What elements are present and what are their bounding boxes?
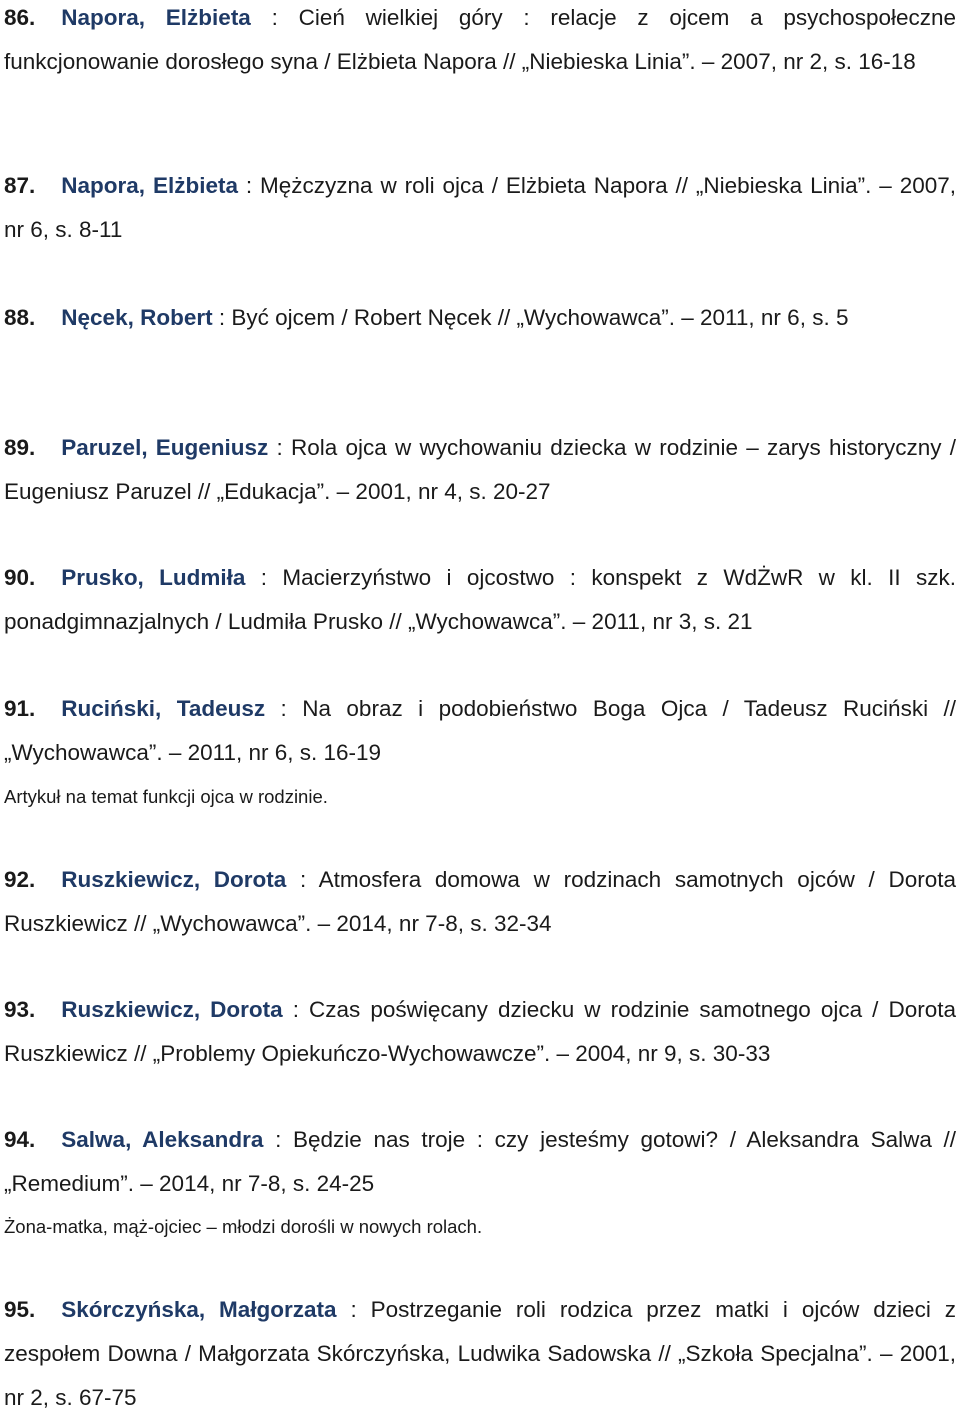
entry-number: 87.	[4, 173, 36, 198]
entry-89	[4, 426, 956, 514]
entry-88	[4, 296, 956, 340]
entry-text: : Rola ojca w wychowaniu dziecka w rodzinie – zarys historyczny / Eugeniusz Paruzel // „Edukacja”. – 2001, nr 4, s. 20-27	[4, 435, 956, 504]
entry-note: Artykuł na temat funkcji ojca w rodzinie.	[4, 786, 328, 807]
entry-text: : Być ojcem / Robert Nęcek // „Wychowawca”. – 2011, nr 6, s. 5	[212, 305, 849, 330]
entry-text: : Czas poświęcany dziecku w rodzinie samotnego ojca / Dorota Ruszkiewicz // „Problemy Opiekuńczo-Wychowawcze”. – 2004, nr 9, s. 30-33	[4, 997, 956, 1066]
entry-text: : Będzie nas troje : czy jesteśmy gotowi? / Aleksandra Salwa // „Remedium”. – 2014, nr 7-8, s. 24-25	[4, 1127, 957, 1196]
entry-author: Ruszkiewicz, Dorota	[61, 867, 287, 892]
entry-number: 94.	[4, 1127, 36, 1152]
entry-author: Ruszkiewicz, Dorota	[61, 997, 283, 1022]
entry-author: Skórczyńska, Małgorzata	[61, 1297, 337, 1322]
entry-text: : Postrzeganie roli rodzica przez matki i ojców dzieci z zespołem Downa / Małgorzata Skórczyńska, Ludwika Sadowska // „Szkoła Specjalna”. – 2001, nr 2, s. 67-75	[4, 1297, 956, 1410]
entry-text: : Cień wielkiej góry : relacje z ojcem a psychospołeczne funkcjonowanie dorosłego syna / Elżbieta Napora // „Niebieska Linia”. – 2007, nr 2, s. 16-18	[4, 5, 957, 74]
entry-author: Ruciński, Tadeusz	[61, 696, 266, 721]
entry-91	[4, 687, 956, 775]
entry-note: Żona-matka, mąż-ojciec – młodzi dorośli w nowych rolach.	[4, 1216, 483, 1237]
entry-text: : Macierzyństwo i ojcostwo : konspekt z WdŻwR w kl. II szk. ponadgimnazjalnych / Ludmiła Prusko // „Wychowawca”. – 2011, nr 3, s. 21	[4, 565, 956, 634]
entry-94	[4, 1118, 956, 1206]
entry-87	[4, 164, 956, 252]
entry-author: Napora, Elżbieta	[61, 173, 238, 198]
entry-author: Prusko, Ludmiła	[61, 565, 246, 590]
entry-number: 90.	[4, 565, 36, 590]
entry-number: 92.	[4, 867, 36, 892]
entry-number: 88.	[4, 305, 36, 330]
entry-text: : Mężczyzna w roli ojca / Elżbieta Napora // „Niebieska Linia”. – 2007, nr 6, s. 8-11	[4, 173, 956, 242]
entry-92	[4, 858, 956, 946]
entry-number: 91.	[4, 696, 36, 721]
entry-text: : Na obraz i podobieństwo Boga Ojca / Tadeusz Ruciński // „Wychowawca”. – 2011, nr 6, s. 16-19	[4, 696, 957, 765]
entry-number: 89.	[4, 435, 36, 460]
entry-86	[4, 0, 956, 84]
entry-text: : Atmosfera domowa w rodzinach samotnych ojców / Dorota Ruszkiewicz // „Wychowawca”. – 2014, nr 7-8, s. 32-34	[4, 867, 956, 936]
entry-author: Napora, Elżbieta	[61, 5, 251, 30]
entry-number: 95.	[4, 1297, 36, 1322]
entry-author: Salwa, Aleksandra	[61, 1127, 264, 1152]
entry-author: Nęcek, Robert	[61, 305, 213, 330]
entry-author: Paruzel, Eugeniusz	[61, 435, 269, 460]
entry-90	[4, 556, 956, 644]
entry-number: 93.	[4, 997, 36, 1022]
entry-number: 86.	[4, 5, 36, 30]
entry-93	[4, 988, 956, 1076]
entry-95	[4, 1288, 956, 1420]
